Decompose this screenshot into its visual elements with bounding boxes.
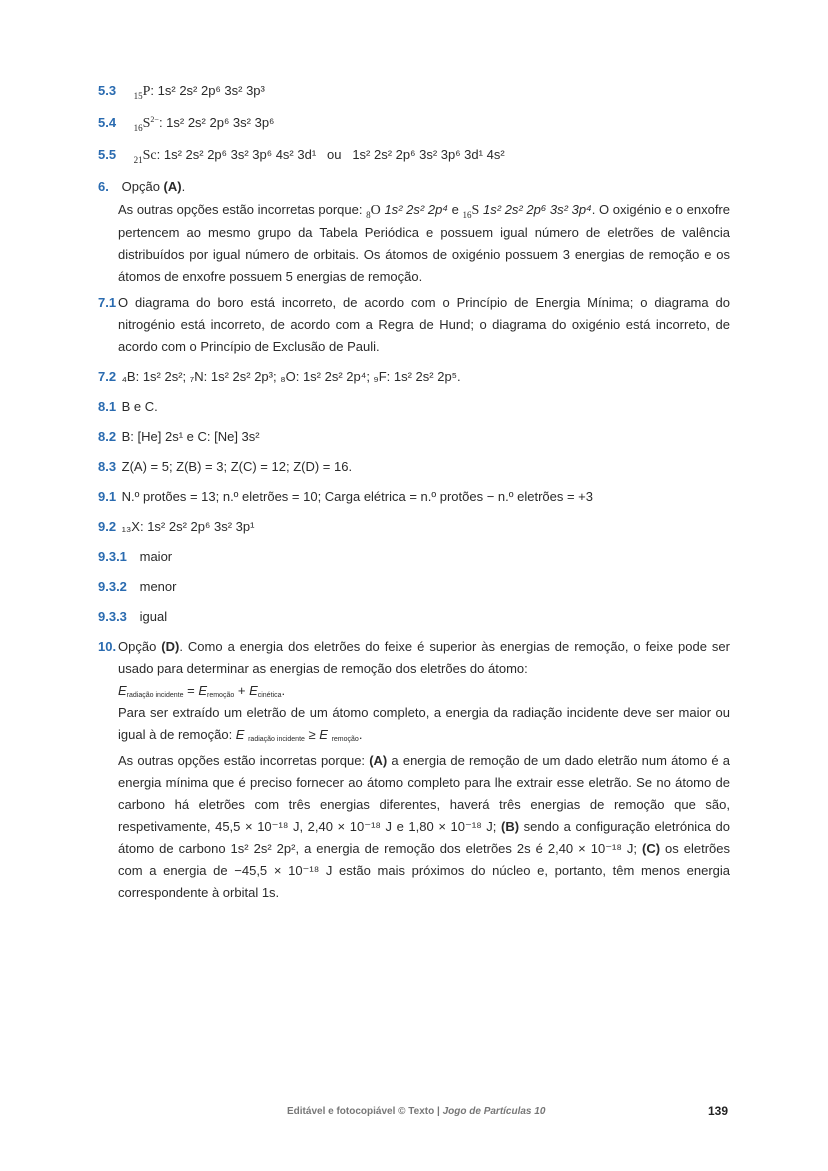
answer-5-3 bbox=[98, 80, 730, 103]
answer-10-para3: As outras opções estão incorretas porque: (A) a energia de remoção de um dado eletrão num átomo é a energia mínima que é preciso fornecer ao átomo completo para lhe extrair esse eletrão. Se no átomo de carbono há eletrões com três energias diferentes, haverá três energias de remoção que são, respetivamente, 45,5 × 10⁻¹⁸ J, 2,40 × 10⁻¹⁸ J e 1,80 × 10⁻¹⁸ J; (B) sendo a configuração eletrónica do átomo de carbono 1s² 2s² 2p², a energia de remoção dos eletrões 2s é 2,40 × 10⁻¹⁸ J; (C) os eletrões com a energia de −45,5 × 10⁻¹⁸ J estão mais próximos do núcleo e, portanto, têm menos energia correspondente à orbital 1s. bbox=[118, 753, 731, 900]
page-number: 139 bbox=[708, 1104, 729, 1118]
item-number: 9.3.2 bbox=[98, 579, 127, 594]
answer-9-3-1: 9.3.1 maior bbox=[98, 546, 730, 568]
option-label: (A) bbox=[163, 179, 182, 194]
element-symbol: $_{21}$Sc bbox=[133, 148, 157, 165]
answer-5-5 bbox=[98, 144, 730, 167]
electron-configuration: : 1s² 2s² 2p⁶ 3s² 3p⁶ bbox=[158, 115, 275, 130]
item-number: 8.3 bbox=[98, 459, 117, 474]
item-number: 7.1 bbox=[98, 295, 117, 310]
answer-8-2: 8.2 B: [He] 2s¹ e C: [Ne] 3s² bbox=[98, 426, 730, 448]
item-number: 5.3 bbox=[98, 83, 117, 98]
item-number: 9.3.3 bbox=[98, 609, 127, 624]
item-number: 8.2 bbox=[98, 429, 117, 444]
answer-8-1: 8.1 B e C. bbox=[98, 396, 730, 418]
answer-7-1-text: O diagrama do boro está incorreto, de acordo com o Princípio de Energia Mínima; o diagrama do nitrogénio está incorreto, de acordo com a Regra de Hund; o diagrama do oxigénio está incorreto, de acordo com o Princípio de Exclusão de Pauli. bbox=[118, 295, 730, 354]
element-symbol: $_{16}S^{2-}$ bbox=[133, 115, 159, 133]
book-title: Jogo de Partículas 10 bbox=[442, 1106, 546, 1117]
or-word: ou bbox=[327, 147, 342, 162]
answer-6-explanation: As outras opções estão incorretas porque: $_8$O 1s² 2s² 2p⁴ e $_{16}$S 1s² 2s² 2p⁶ 3s² 3p⁴. O oxigénio e o enxofre pertencem ao mesmo grupo da Tabela Periódica e possuem igual número de eletrões de valência distribuídos por igual número de orbitais. Os átomos de oxigénio possuem 3 energias de remoção e os átomos de enxofre possuem 5 energias de remoção. bbox=[118, 202, 730, 284]
item-number: 9.1 bbox=[98, 489, 117, 504]
item-number: 6. bbox=[98, 179, 109, 194]
answer-9-3-3: 9.3.3 igual bbox=[98, 606, 730, 628]
answer-7-2 bbox=[98, 366, 730, 388]
item-number: 9.3.1 bbox=[98, 549, 127, 564]
electron-configuration: : 1s² 2s² 2p⁶ 3s² 3p⁶ 4s² 3d¹ bbox=[156, 147, 317, 162]
element-symbol: $_{15}$P bbox=[133, 84, 151, 101]
electron-configuration: : 1s² 2s² 2p⁶ 3s² 3p³ bbox=[150, 83, 265, 98]
item-number: 8.1 bbox=[98, 399, 117, 414]
answer-8-3: 8.3 Z(A) = 5; Z(B) = 3; Z(C) = 12; Z(D) = 16. bbox=[98, 456, 730, 478]
answer-10-intro: Opção (D). Como a energia dos eletrões do feixe é superior às energias de remoção, o feixe pode ser usado para determinar as energias de remoção dos eletrões do átomo: bbox=[118, 639, 730, 676]
electron-configurations: ₄B: 1s² 2s²; ₇N: 1s² 2s² 2p³; ₈O: 1s² 2s² 2p⁴; ₉F: 1s² 2s² 2p⁵. bbox=[121, 369, 461, 384]
item-number: 10. bbox=[98, 639, 117, 654]
energy-equation: Eradiação incidente = Eremoção + Ecinética. bbox=[118, 683, 286, 699]
footer-copyright: Editável e fotocopiável © Texto | Jogo de Partículas 10 bbox=[287, 1106, 546, 1117]
item-number: 5.4 bbox=[98, 115, 117, 130]
answer-9-3-2: 9.3.2 menor bbox=[98, 576, 730, 598]
answer-10-explanation bbox=[118, 636, 730, 904]
answer-5-4 bbox=[98, 112, 730, 135]
item-number: 5.5 bbox=[98, 147, 117, 162]
item-number: 7.2 bbox=[98, 369, 117, 384]
answer-10-para2: Para ser extraído um eletrão de um átomo completo, a energia da radiação incidente deve ser maior ou igual à de remoção: E radiação incidente ≥ E remoção. bbox=[118, 705, 730, 743]
answer-9-2: 9.2 ₁₃X: 1s² 2s² 2p⁶ 3s² 3p¹ bbox=[98, 516, 730, 538]
answer-9-1: 9.1 N.º protões = 13; n.º eletrões = 10; Carga elétrica = n.º protões − n.º eletrões = +3 bbox=[98, 486, 730, 508]
alt-configuration: 1s² 2s² 2p⁶ 3s² 3p⁶ 3d¹ 4s² bbox=[352, 147, 505, 162]
option-label: (D) bbox=[161, 639, 180, 654]
answer-6: 6. Opção (A). bbox=[98, 176, 730, 198]
item-number: 9.2 bbox=[98, 519, 117, 534]
